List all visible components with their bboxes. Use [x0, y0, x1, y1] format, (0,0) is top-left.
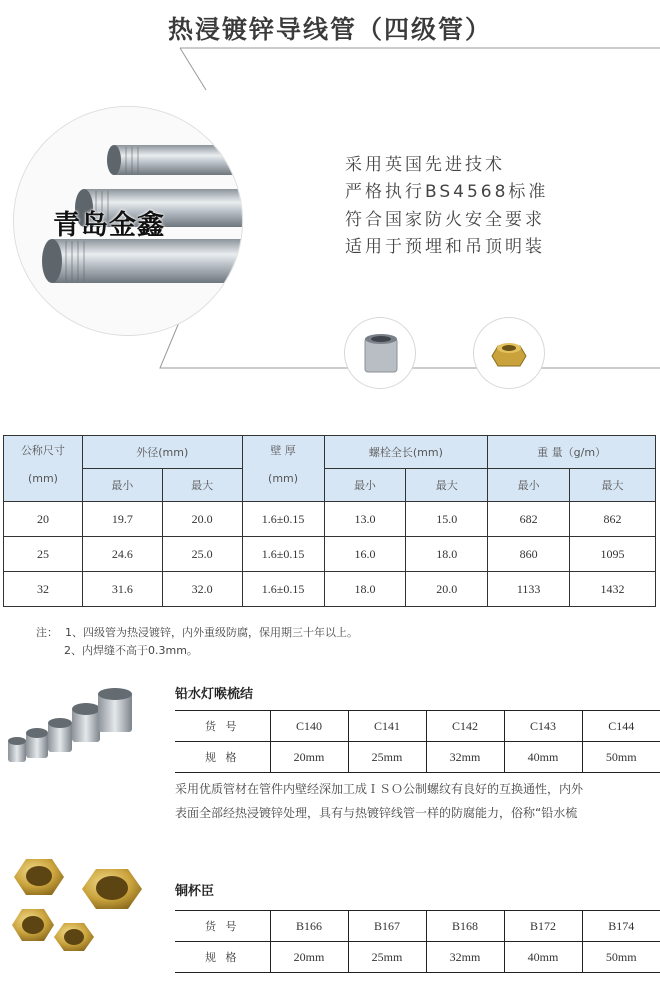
cell: 1.6±0.15 [242, 502, 324, 537]
cell: 15.0 [406, 502, 488, 537]
feature-line: 适用于预埋和吊顶明装 [345, 237, 545, 257]
cell: C143 [504, 711, 582, 742]
cell: 682 [488, 502, 570, 537]
header-weight: 重 量（g/m） [488, 436, 656, 469]
zinc-coupler-image [345, 318, 415, 388]
row-label: 货 号 [175, 711, 270, 742]
cell: B167 [348, 911, 426, 942]
cell: C140 [270, 711, 348, 742]
cell: 18.0 [324, 572, 406, 607]
cell: 31.6 [82, 572, 162, 607]
cell: 24.6 [82, 537, 162, 572]
header-wall: 壁 厚 (mm) [242, 436, 324, 502]
table-row [4, 537, 656, 572]
header-max: 最大 [406, 469, 488, 502]
header-min: 最小 [324, 469, 406, 502]
cell: 1.6±0.15 [242, 537, 324, 572]
header-max: 最大 [570, 469, 656, 502]
coupler-section-title: 铅水灯喉梳结 [175, 687, 254, 702]
coupler-description-2: 表面全部经热浸镀锌处理，具有与热镀锌线管一样的防腐能力，俗称“铅水梳 [175, 806, 578, 820]
table-row [175, 711, 660, 742]
header-min: 最小 [82, 469, 162, 502]
bush-thumbnail [474, 318, 544, 388]
header-min: 最小 [488, 469, 570, 502]
table-row [175, 942, 660, 973]
spec-table [3, 435, 656, 607]
cell: 32mm [426, 942, 504, 973]
cell: 1133 [488, 572, 570, 607]
header-outer-diameter: 外径(mm) [82, 436, 242, 469]
cell: B168 [426, 911, 504, 942]
cell: B174 [582, 911, 660, 942]
page-title: 热浸镀锌导线管（四级管） [167, 15, 492, 44]
bush-section-title: 铜杯臣 [175, 884, 215, 899]
table-row [4, 572, 656, 607]
cell: 862 [570, 502, 656, 537]
cell: 32.0 [162, 572, 242, 607]
cell: 20.0 [406, 572, 488, 607]
cell: 860 [488, 537, 570, 572]
cell: 40mm [504, 942, 582, 973]
cell: C144 [582, 711, 660, 742]
row-label: 货 号 [175, 911, 270, 942]
coupler-thumbnail [345, 318, 415, 388]
cell: 32mm [426, 742, 504, 773]
cell: 25mm [348, 942, 426, 973]
cell: C141 [348, 711, 426, 742]
cell: 20.0 [162, 502, 242, 537]
coupler-product-image [4, 688, 139, 778]
header-thread-length: 螺栓全长(mm) [324, 436, 488, 469]
cell: 32 [4, 572, 83, 607]
cell: 25 [4, 537, 83, 572]
note-line-1: 注： 1、四级管为热浸镀锌，内外重级防腐，保用期三十年以上。 [36, 626, 358, 639]
cell: B172 [504, 911, 582, 942]
row-label: 规 格 [175, 942, 270, 973]
coupler-table [175, 710, 660, 773]
cell: 1432 [570, 572, 656, 607]
cell: 40mm [504, 742, 582, 773]
table-row [175, 911, 660, 942]
cell: 20 [4, 502, 83, 537]
cell: 25mm [348, 742, 426, 773]
coupler-description-1: 采用优质管材在管件内壁经深加工成ＩＳＯ公制螺纹有良好的互换通性，内外 [175, 782, 584, 796]
brass-bush-image [474, 318, 544, 388]
cell: C142 [426, 711, 504, 742]
cell: 19.7 [82, 502, 162, 537]
table-subheader-row [4, 469, 656, 502]
cell: 20mm [270, 742, 348, 773]
cell: B166 [270, 911, 348, 942]
cell: 50mm [582, 742, 660, 773]
bush-product-image [4, 845, 154, 975]
feature-line: 严格执行BS4568标准 [345, 182, 549, 202]
cell: 18.0 [406, 537, 488, 572]
note-line-2: 2、内焊缝不高于0.3mm。 [64, 644, 198, 657]
header-size: 公称尺寸 (mm) [4, 436, 83, 502]
cell: 1095 [570, 537, 656, 572]
cell: 1.6±0.15 [242, 572, 324, 607]
cell: 16.0 [324, 537, 406, 572]
row-label: 规 格 [175, 742, 270, 773]
cell: 25.0 [162, 537, 242, 572]
table-row [4, 502, 656, 537]
feature-line: 符合国家防火安全要求 [345, 210, 545, 230]
cell: 50mm [582, 942, 660, 973]
header-max: 最大 [162, 469, 242, 502]
cell: 13.0 [324, 502, 406, 537]
table-header-row [4, 436, 656, 469]
feature-line: 采用英国先进技术 [345, 155, 505, 175]
brand-watermark: 青岛金鑫 [53, 210, 165, 241]
cell: 20mm [270, 942, 348, 973]
bush-table [175, 910, 660, 973]
table-row [175, 742, 660, 773]
